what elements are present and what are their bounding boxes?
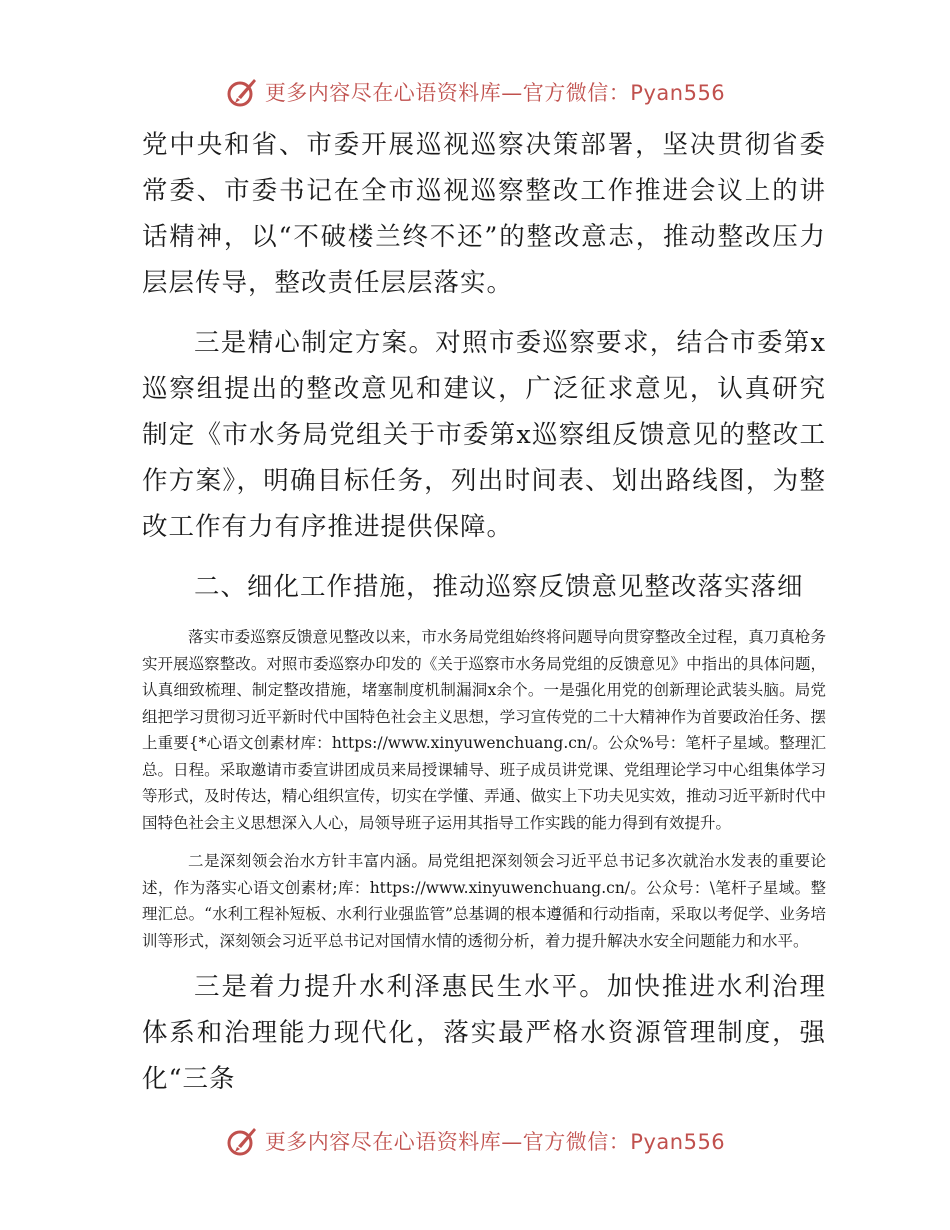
- document-body: [142, 122, 826, 1102]
- footer-banner-text: 更多内容尽在心语资料库—官方微信：Pyan556: [264, 1130, 726, 1154]
- final-paragraph: 三是着力提升水利泽惠民生水平。加快推进水利治理体系和治理能力现代化，落实最严格水资源管理制度，强化“三条: [142, 972, 826, 1094]
- header-banner: [0, 72, 950, 112]
- paragraph-three: 三是精心制定方案。对照市委巡察要求，结合市委第x巡察组提出的整改意见和建议，广泛征求意见，认真研究制定《市水务局党组关于市委第x巡察组反馈意见的整改工作方案》，明确目标任务，列出时间表、划出路线图，为整改工作有力有序推进提供保障。: [142, 328, 826, 542]
- footer-banner: [0, 1121, 950, 1161]
- small-paragraph-two: 二是深刻领会治水方针丰富内涵。局党组把深刻领会习近平总书记多次就治水发表的重要论述，作为落实心语文创素材;库：https://www.xinyuwenchuang.cn/。公众号：\笔杆子星域。整理汇总。“水利工程补短板、水利行业强监管”总基调的根本遵循和行动指南，采取以考促学、业务培训等形式，深刻领会习近平总书记对国情水情的透彻分析，着力提升解决水安全问题能力和水平。: [142, 852, 826, 950]
- continued-paragraph: 党中央和省、市委开展巡视巡察决策部署，坚决贯彻省委常委、市委书记在全市巡视巡察整改工作推进会议上的讲话精神，以“不破楼兰终不还”的整改意志，推动整改压力层层传导，整改责任层层落实。: [142, 130, 826, 298]
- quill-circle-logo-icon: [225, 75, 259, 109]
- small-paragraph-one: 落实市委巡察反馈意见整改以来，市水务局党组始终将问题导向贯穿整改全过程，真刀真枪务实开展巡察整改。对照市委巡察办印发的《关于巡察市水务局党组的反馈意见》中指出的具体问题，认真细致梳理、制定整改措施，堵塞制度机制漏洞x余个。一是强化用党的创新理论武装头脑。局党组把学习贯彻习近平新时代中国特色社会主义思想，学习宣传党的二十大精神作为首要政治任务、摆上重要{*心语文创素材库：https://www.xinyuwenchuang.cn/。公众%号：笔杆子星域。整理汇总。日程。采取邀请市委宣讲团成员来局授课辅导、班子成员讲党课、党组理论学习中心组集体学习等形式，及时传达，精心组织宣传，切实在学懂、弄通、做实上下功夫见实效，推动习近平新时代中国特色社会主义思想深入人心，局领导班子运用其指导工作实践的能力得到有效提升。: [142, 628, 826, 832]
- quill-circle-logo-icon: [225, 1124, 259, 1158]
- section-heading: 二、细化工作措施，推动巡察反馈意见整改落实落细: [194, 572, 804, 602]
- header-banner-text: 更多内容尽在心语资料库—官方微信：Pyan556: [264, 81, 726, 105]
